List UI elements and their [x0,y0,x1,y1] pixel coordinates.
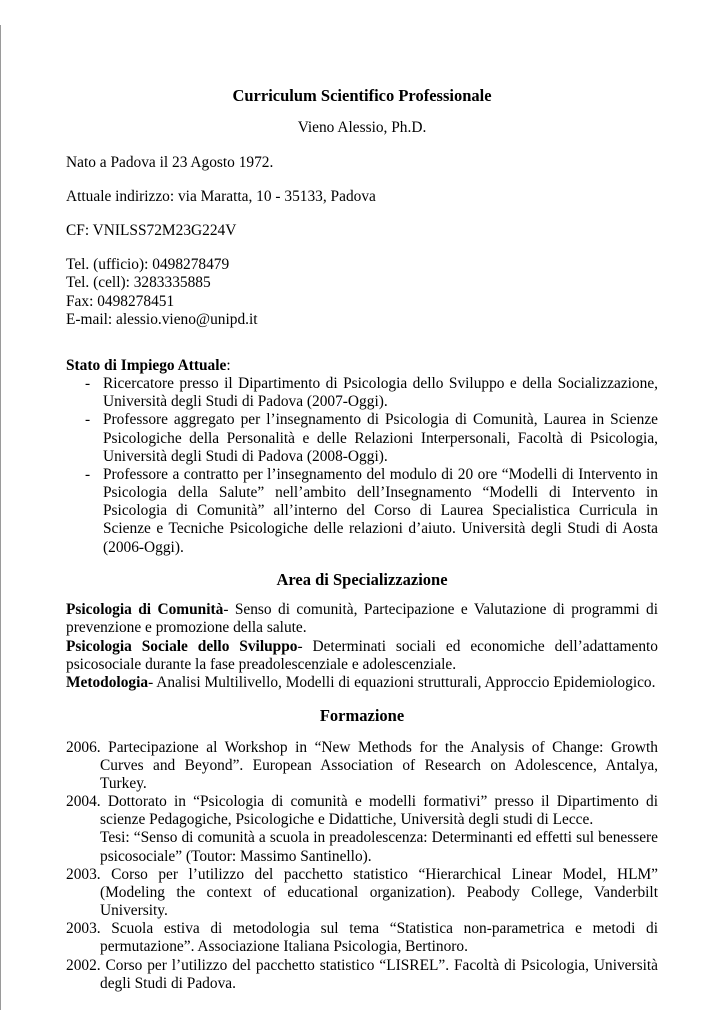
employment-item [85,411,658,466]
education-heading: Formazione [319,706,405,726]
education-item-text: 2004. Dottorato in “Psicologia di comunità e modelli formativi” presso il Dipartimento di scienze Pedagogiche, Psicologiche e Didattiche, Università degli studi di Lecce. [66,793,658,829]
employment-item-text: Professore a contratto per l’insegnamento del modulo di 20 ore “Modelli di Intervento in Psicologia della Salute” nell’ambito dell’Insegnamento “Modelli di Intervento in Psicologia di Comunità” all’interno del Corso di Laurea Specialistica Curricula in Scienze e Tecniche Psicologiche delle relazioni d’aiuto. Università degli Studi di Aosta (2006-Oggi). [103,465,658,556]
employment-section [66,357,658,557]
specialization-term: Psicologia di Comunità [66,601,224,619]
education-item [66,920,658,956]
specialization-block [66,601,658,692]
employment-item-text: Ricercatore presso il Dipartimento di Psicologia dello Sviluppo e della Socializzazione, Università degli Studi di Padova (2007-Oggi). [103,375,658,411]
employment-heading [66,357,658,375]
email-line: E-mail: alessio.vieno@unipd.it [66,310,258,328]
education-item [66,793,658,866]
tel-office-line: Tel. (ufficio): 0498278479 [66,256,230,274]
specialization-text: - Analisi Multilivello, Modelli di equazioni strutturali, Approccio Epidemiologico. [148,673,656,691]
fax-line: Fax: 0498278451 [66,292,175,310]
specialization-heading: Area di Specializzazione [276,569,448,589]
specialization-item [66,674,658,692]
specialization-term: Psicologia Sociale dello Sviluppo [66,637,298,655]
tel-cell-line: Tel. (cell): 3283335885 [66,274,211,292]
education-item-text: 2006. Partecipazione al Workshop in “New Methods for the Analysis of Change: Growth Curves and Beyond”. European Association of Research on Adolescence, Antalya, Turkey. [66,738,658,792]
contact-block [66,256,658,329]
education-item-text: 2003. Corso per l’utilizzo del pacchetto statistico “Hierarchical Linear Model, HLM” (Modeling the context of educational organization). Peabody College, Vanderbilt University. [66,865,658,920]
education-block [66,739,658,993]
education-item-text: 2003. Scuola estiva di metodologia sul tema “Statistica non-parametrica e metodi di permutazione”. Associazione Italiana Psicologia, Bertinoro. [66,920,658,956]
birth-line: Nato a Padova il 23 Agosto 1972. [66,153,274,171]
education-item [66,739,658,794]
education-item [66,957,658,993]
specialization-item [66,601,658,637]
author-name: Vieno Alessio, Ph.D. [297,119,427,137]
document-title: Curriculum Scientifico Professionale [232,86,492,105]
employment-heading-colon: : [226,356,231,374]
bullet-dash: - [85,465,91,483]
education-item-text: 2002. Corso per l’utilizzo del pacchetto statistico “LISREL”. Facoltà di Psicologia, Università degli Studi di Padova. [66,956,658,992]
thesis-note: Tesi: “Senso di comunità a scuola in preadolescenza: Determinanti ed effetti sul benessere psicosociale” (Toutor: Massimo Santinello). [100,829,658,865]
specialization-text: - Senso di comunità, Partecipazione e Valutazione di programmi di prevenzione e promozione della salute. [66,601,658,637]
employment-item [85,375,658,411]
employment-list [66,375,658,557]
employment-item [85,466,658,557]
specialization-item [66,638,658,674]
fiscal-code-line: CF: VNILSS72M23G224V [66,221,237,239]
scan-edge-line [0,25,1,1010]
specialization-text: - Determinati sociali ed economiche dell’adattamento psicosociale durante la fase preadolescenziale e adolescenziale. [66,637,658,673]
employment-item-text: Professore aggregato per l’insegnamento di Psicologia di Comunità, Laurea in Scienze Psicologiche della Personalità e delle Relazioni Interpersonali, Facoltà di Psicologia, Università degli Studi di Padova (2008-Oggi). [103,411,658,465]
bullet-dash: - [85,411,91,429]
employment-heading-text: Stato di Impiego Attuale [66,356,227,374]
address-line: Attuale indirizzo: via Maratta, 10 - 35133, Padova [66,187,376,205]
specialization-term: Metodologia [66,673,149,691]
education-item [66,866,658,921]
bullet-dash: - [85,375,91,393]
